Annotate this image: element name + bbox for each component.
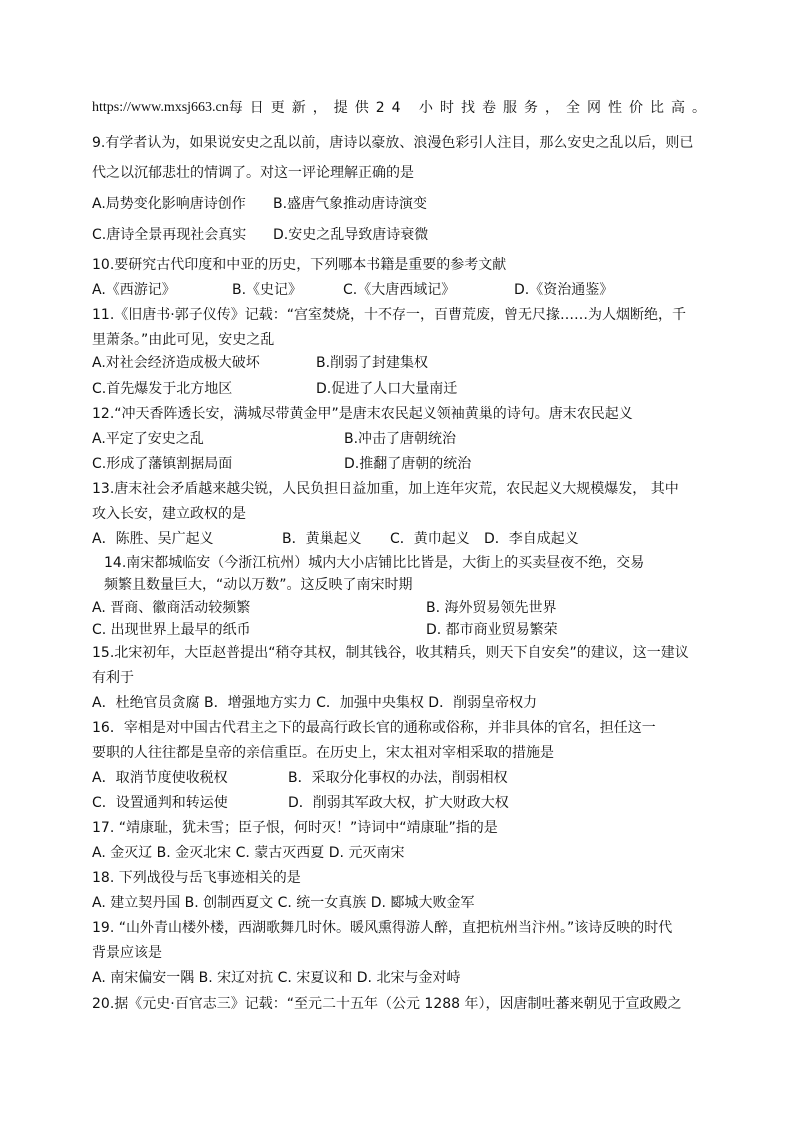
question-14-option-b: B. 海外贸易领先世界 xyxy=(426,600,557,616)
question-13-option-a: A．陈胜、吴广起义 xyxy=(92,531,214,547)
question-20-stem-line-1: 20.据《元史·百官志三》记载：“至元二十五年（公元 1288 年），因唐制吐蕃来朝见于宣政殿之 xyxy=(92,996,682,1012)
question-9-option-d: D.安史之乱导致唐诗衰微 xyxy=(273,227,429,243)
question-14-stem-line-2: 频繁且数量巨大，“动以万数”。这反映了南宋时期 xyxy=(104,577,413,593)
question-15-stem-line-1: 15.北宋初年，大臣赵普提出“稍夺其权，制其钱谷，收其精兵，则天下自安矣”的建议，这一建议 xyxy=(92,645,689,661)
question-9-option-a: A.局势变化影响唐诗创作 xyxy=(92,196,246,212)
page-header xyxy=(92,98,714,118)
question-12-option-c: C.形成了藩镇割据局面 xyxy=(92,456,233,472)
question-18-options: A. 建立契丹国 B. 创制西夏文 C. 统一女真族 D. 郾城大败金军 xyxy=(92,895,475,911)
question-17-stem-line-1: 17. “靖康耻，犹未雪；臣子恨，何时灭！”诗词中“靖康耻”指的是 xyxy=(92,820,498,836)
question-12-option-d: D.推翻了唐朝的统治 xyxy=(344,456,472,472)
question-16-option-a: A．取消节度使收税权 xyxy=(92,770,228,786)
question-10-option-a: A.《西游记》 xyxy=(92,282,176,298)
question-12-option-b: B.冲击了唐朝统治 xyxy=(344,431,457,447)
question-14-stem-line-1: 14.南宋都城临安（今浙江杭州）城内大小店铺比比皆是，大街上的买卖昼夜不绝，交易 xyxy=(104,555,645,571)
question-19-stem-line-1: 19. “山外青山楼外楼，西湖歌舞几时休。暖风熏得游人醉，直把杭州当汴州。”该诗反映的时代 xyxy=(92,920,673,936)
question-13-option-d: D．李自成起义 xyxy=(484,531,579,547)
question-17-options: A. 金灭辽 B. 金灭北宋 C. 蒙古灭西夏 D. 元灭南宋 xyxy=(92,845,405,861)
question-11-option-c: C.首先爆发于北方地区 xyxy=(92,381,233,397)
question-10-option-d: D.《资治通鉴》 xyxy=(514,282,614,298)
question-11-option-d: D.促进了人口大量南迁 xyxy=(316,381,458,397)
question-10-option-c: C.《大唐西域记》 xyxy=(343,282,456,298)
question-9-option-b: B.盛唐气象推动唐诗演变 xyxy=(273,196,428,212)
question-16-stem-line-2: 要职的人往往都是皇帝的亲信重臣。在历史上，宋太祖对宰相采取的措施是 xyxy=(92,745,554,761)
question-13-option-c: C．黄巾起义 xyxy=(390,531,470,547)
question-16-stem-line-1: 16．宰相是对中国古代君主之下的最高行政长官的通称或俗称，并非具体的官名，担任这一 xyxy=(92,720,656,736)
question-11-stem-line-2: 里萧条。”由此可见，安史之乱 xyxy=(92,332,275,348)
question-11-option-b: B.削弱了封建集权 xyxy=(316,355,429,371)
question-11-stem-line-1: 11.《旧唐书·郭子仪传》记载：“宫室焚烧，十不存一，百曹荒废，曾无尺掾……为人烟断绝，千 xyxy=(92,307,686,323)
question-16-option-d: D．削弱其军政大权，扩大财政大权 xyxy=(288,795,509,811)
question-19-stem-line-2: 背景应该是 xyxy=(92,945,162,961)
question-13-stem-line-2: 攻入长安，建立政权的是 xyxy=(92,506,246,522)
header-url[interactable]: https://www.mxsj663.cn xyxy=(92,100,229,115)
question-9-stem-line-2: 代之以沉郁悲壮的情调了。对这一评论理解正确的是 xyxy=(92,165,414,181)
question-16-option-c: C．设置通判和转运使 xyxy=(92,795,228,811)
question-12-stem-line-1: 12.“冲天香阵透长安，满城尽带黄金甲”是唐末农民起义领袖黄巢的诗句。唐末农民起义 xyxy=(92,406,633,422)
question-15-stem-line-2: 有利于 xyxy=(92,670,134,686)
question-10-option-b: B.《史记》 xyxy=(232,282,303,298)
question-10-stem-line-1: 10.要研究古代印度和中亚的历史，下列哪本书籍是重要的参考文献 xyxy=(92,257,507,273)
question-9-option-c: C.唐诗全景再现社会真实 xyxy=(92,227,247,243)
question-14-option-d: D. 都市商业贸易繁荣 xyxy=(426,622,558,638)
question-14-option-a: A. 晋商、徽商活动较频繁 xyxy=(92,600,251,616)
header-slogan: 每日更新，提供24 小时找卷服务，全网性价比高。 xyxy=(228,100,714,116)
question-18-stem-line-1: 18. 下列战役与岳飞事迹相关的是 xyxy=(92,870,301,886)
question-19-options: A. 南宋偏安一隅 B. 宋辽对抗 C. 宋夏议和 D. 北宋与金对峙 xyxy=(92,970,461,986)
question-14-option-c: C. 出现世界上最早的纸币 xyxy=(92,622,251,638)
question-13-option-b: B．黄巢起义 xyxy=(282,531,362,547)
question-11-option-a: A.对社会经济造成极大破坏 xyxy=(92,355,260,371)
question-15-options: A．杜绝官员贪腐 B．增强地方实力 C．加强中央集权 D．削弱皇帝权力 xyxy=(92,695,538,711)
question-12-option-a: A.平定了安史之乱 xyxy=(92,431,204,447)
question-9-stem-line-1: 9.有学者认为，如果说安史之乱以前，唐诗以豪放、浪漫色彩引人注目，那么安史之乱以后，则已 xyxy=(92,135,694,151)
question-13-stem-line-1: 13.唐末社会矛盾越来越尖锐，人民负担日益加重，加上连年灾荒，农民起义大规模爆发， 其中 xyxy=(92,481,679,497)
question-16-option-b: B．采取分化事权的办法，削弱相权 xyxy=(288,770,508,786)
